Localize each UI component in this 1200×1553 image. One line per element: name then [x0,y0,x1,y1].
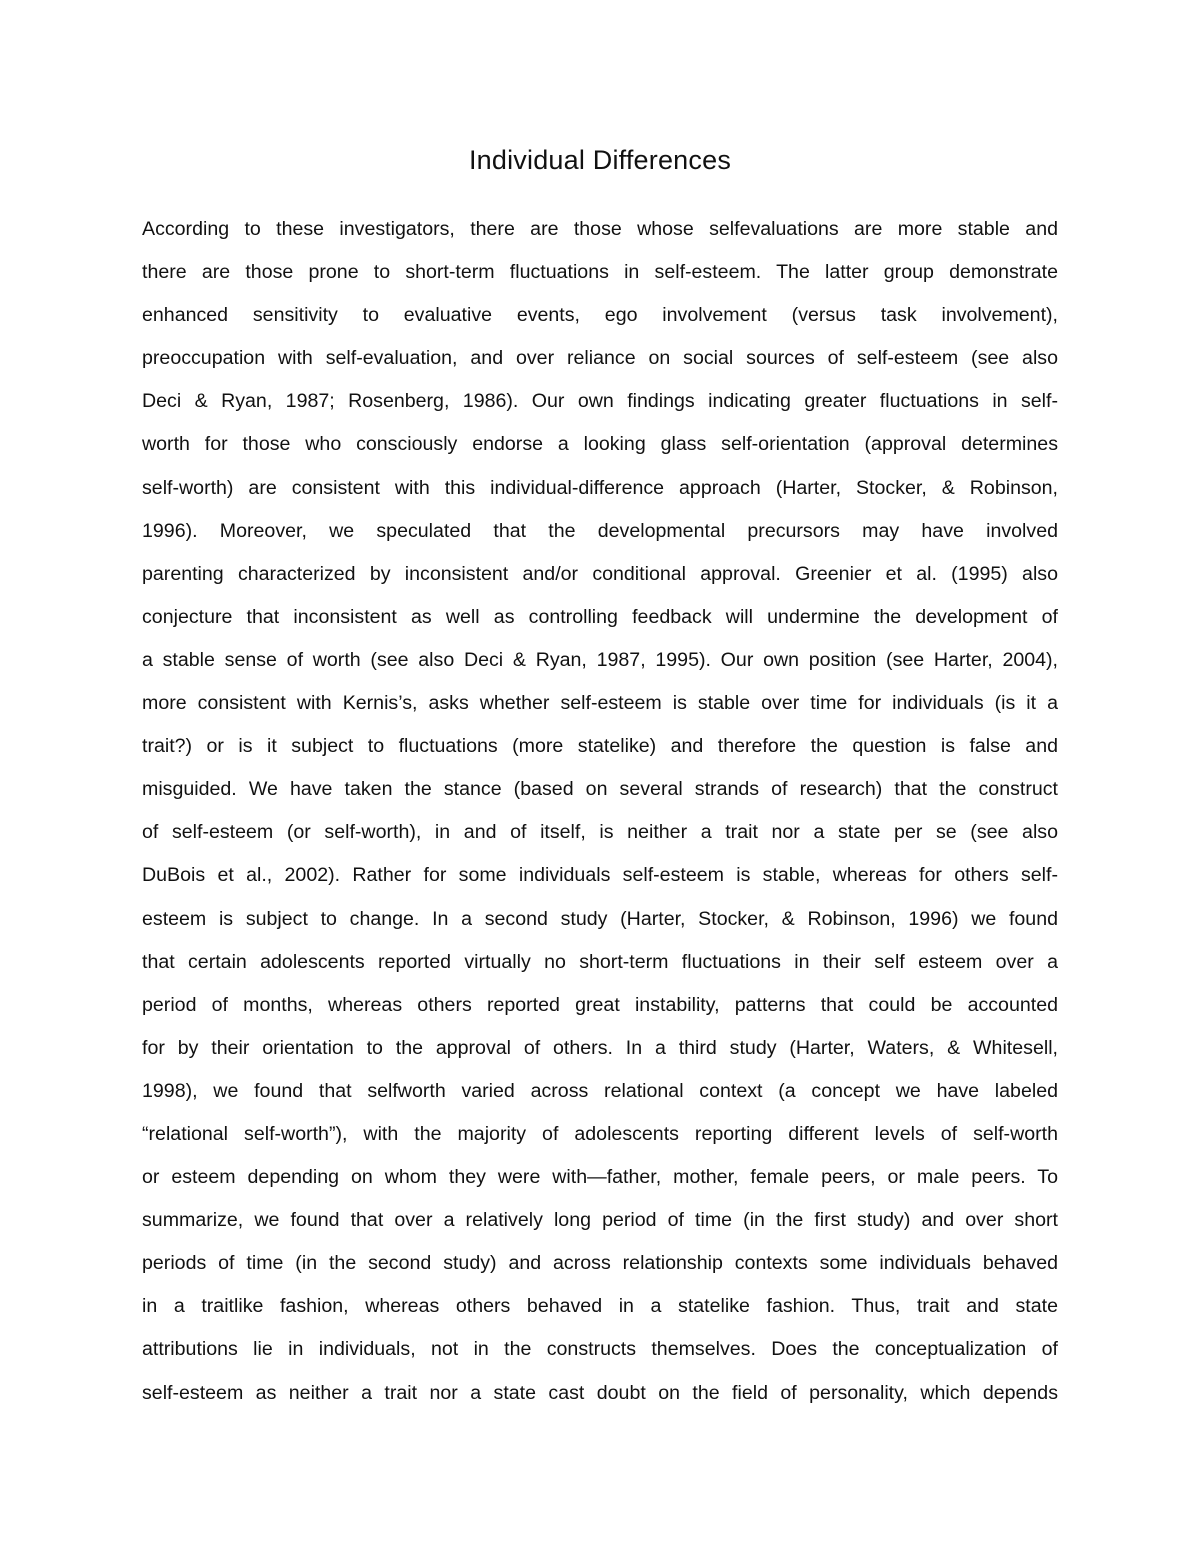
text-line: self-worth) are consistent with this individual-difference approach (Harter, Stocker, & Robinson, [142,476,1058,499]
text-line: there are those prone to short-term fluctuations in self-esteem. The latter group demonstrate [142,261,1058,284]
text-line: 1998), we found that selfworth varied across relational context (a concept we have labeled [142,1079,1058,1102]
text-line: a stable sense of worth (see also Deci & Ryan, 1987, 1995). Our own position (see Harter, 2004), [142,648,1058,671]
body-text [142,208,1058,1415]
text-line: summarize, we found that over a relatively long period of time (in the first study) and over short [142,1209,1058,1232]
text-line: Deci & Ryan, 1987; Rosenberg, 1986). Our own findings indicating greater fluctuations in self- [142,390,1058,413]
text-line: periods of time (in the second study) and across relationship contexts some individuals behaved [142,1252,1058,1275]
text-line: self-esteem as neither a trait nor a state cast doubt on the field of personality, which depends [142,1381,1058,1404]
text-line: According to these investigators, there are those whose selfevaluations are more stable and [142,218,1058,240]
text-line: period of months, whereas others reported great instability, patterns that could be accounted [142,993,1058,1016]
text-line: of self-esteem (or self-worth), in and of itself, is neither a trait nor a state per se (see also [142,821,1058,844]
text-line: 1996). Moreover, we speculated that the developmental precursors may have involved [142,519,1058,542]
text-line: esteem is subject to change. In a second study (Harter, Stocker, & Robinson, 1996) we found [142,907,1058,930]
text-line: conjecture that inconsistent as well as controlling feedback will undermine the development of [142,605,1058,628]
text-line: parenting characterized by inconsistent and/or conditional approval. Greenier et al. (1995) also [142,562,1058,585]
text-line: that certain adolescents reported virtually no short-term fluctuations in their self esteem over a [142,950,1058,973]
text-line: or esteem depending on whom they were with—father, mother, female peers, or male peers. To [142,1166,1058,1189]
text-line: “relational self-worth”), with the majority of adolescents reporting different levels of self-worth [142,1122,1058,1145]
text-line: DuBois et al., 2002). Rather for some individuals self-esteem is stable, whereas for others self- [142,864,1058,887]
text-line: enhanced sensitivity to evaluative events, ego involvement (versus task involvement), [142,304,1058,327]
text-line: misguided. We have taken the stance (based on several strands of research) that the construct [142,778,1058,801]
text-line: worth for those who consciously endorse a looking glass self-orientation (approval determines [142,433,1058,456]
text-line: for by their orientation to the approval of others. In a third study (Harter, Waters, & Whitesell, [142,1036,1058,1059]
text-line: more consistent with Kernis’s, asks whether self-esteem is stable over time for individuals (is it a [142,692,1058,715]
text-line: in a traitlike fashion, whereas others behaved in a statelike fashion. Thus, trait and state [142,1295,1058,1318]
text-line: attributions lie in individuals, not in the constructs themselves. Does the conceptualization of [142,1338,1058,1361]
text-line: preoccupation with self-evaluation, and over reliance on social sources of self-esteem (see also [142,347,1058,370]
text-line: trait?) or is it subject to fluctuations (more statelike) and therefore the question is false and [142,735,1058,758]
page-title: Individual Differences [468,145,732,175]
